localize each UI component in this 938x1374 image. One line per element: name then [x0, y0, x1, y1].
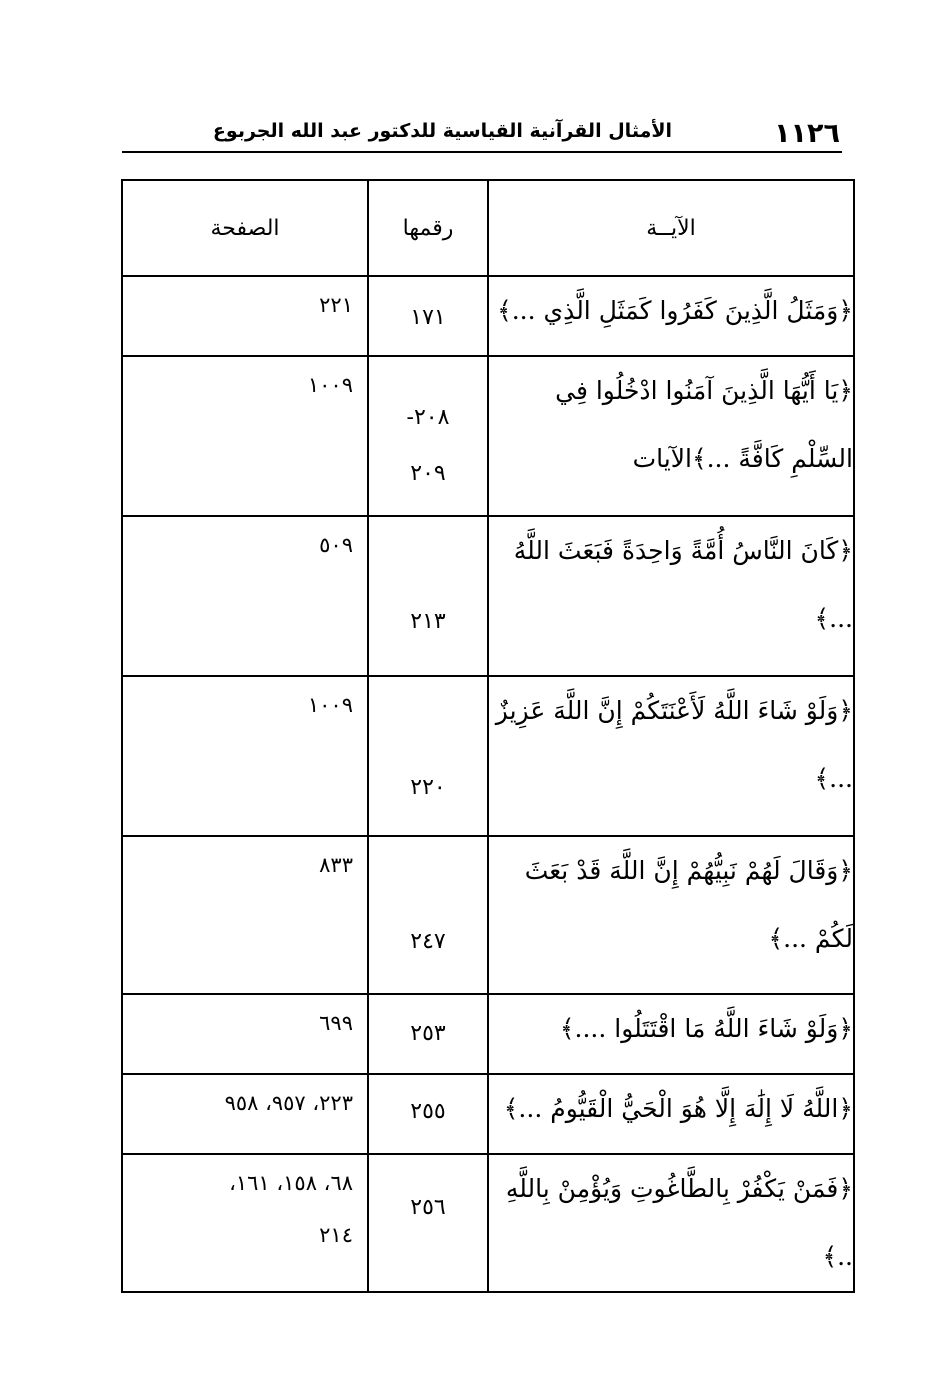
page-cell — [122, 676, 368, 836]
verse-number-cell — [368, 1074, 488, 1154]
ayah-cell: ﴿وَمَثَلُ الَّذِينَ كَفَرُوا كَمَثَلِ الَّذِي ...﴾ — [488, 276, 854, 356]
ayah-cell: ﴿وَلَوْ شَاءَ اللَّهُ مَا اقْتَتَلُوا ....﴾ — [488, 994, 854, 1074]
verse-number: ٢٠٨- — [406, 405, 450, 430]
ayah-cell: ﴿كَانَ النَّاسُ أُمَّةً وَاحِدَةً فَبَعَثَ اللَّهُ ...﴾ — [488, 516, 854, 676]
table-row — [122, 1154, 854, 1292]
verse-number-cell — [368, 836, 488, 994]
page-header — [122, 118, 840, 152]
ayah-cell: ﴿اللَّهُ لَا إِلَٰهَ إِلَّا هُوَ الْحَيُّ الْقَيُّومُ ...﴾ — [488, 1074, 854, 1154]
page-cell — [122, 1154, 368, 1292]
page-cell — [122, 516, 368, 676]
verse-number-cell — [368, 516, 488, 676]
table-row — [122, 994, 854, 1074]
table-row — [122, 516, 854, 676]
verse-number-cell — [368, 1154, 488, 1292]
table-row — [122, 676, 854, 836]
table-header-row — [122, 180, 854, 276]
verse-number-cell — [368, 994, 488, 1074]
page-cell — [122, 276, 368, 356]
table-row — [122, 836, 854, 994]
page-cell — [122, 994, 368, 1074]
page-value-continued: ٢١٤ — [319, 1223, 353, 1247]
header-rule — [122, 151, 842, 153]
book-title: الأمثال القرآنية القياسية للدكتور عبد الله الجربوع — [212, 120, 672, 142]
verse-number: ٢١٣ — [410, 609, 446, 634]
ayah-cell: ﴿وَلَوْ شَاءَ اللَّهُ لَأَعْنَتَكُمْ إِنَّ اللَّهَ عَزِيزٌ ...﴾ — [488, 676, 854, 836]
page-cell — [122, 836, 368, 994]
verse-number: ٢٥٣ — [410, 1021, 446, 1046]
page-value: ٥٠٩ — [319, 533, 353, 557]
verses-index-table — [121, 179, 855, 1293]
page-value: ٦٩٩ — [319, 1011, 353, 1035]
verse-number-end: ٢٠٩ — [410, 461, 446, 486]
verse-number: ٢٤٧ — [410, 929, 446, 954]
table-row — [122, 1074, 854, 1154]
ayah-cell: ﴿فَمَنْ يَكْفُرْ بِالطَّاغُوتِ وَيُؤْمِنْ بِاللَّهِ ..﴾ — [488, 1154, 854, 1292]
column-header-number: رقمها — [368, 180, 488, 276]
verse-number: ٢٥٥ — [410, 1099, 446, 1124]
verse-number-cell — [368, 276, 488, 356]
page-value: ٦٨، ١٥٨، ١٦١، — [229, 1171, 353, 1195]
page-cell — [122, 356, 368, 516]
page-cell — [122, 1074, 368, 1154]
page-value: ٨٣٣ — [319, 853, 353, 877]
page-value: ٢٢٣، ٩٥٧، ٩٥٨ — [224, 1091, 353, 1115]
verse-number-cell — [368, 356, 488, 516]
page-value: ٢٢١ — [319, 293, 353, 317]
ayah-cell: ﴿وَقَالَ لَهُمْ نَبِيُّهُمْ إِنَّ اللَّهَ قَدْ بَعَثَ لَكُمْ ...﴾ — [488, 836, 854, 994]
table-row — [122, 276, 854, 356]
page-number: ١١٢٦ — [774, 118, 840, 149]
column-header-ayah: الآيــة — [488, 180, 854, 276]
verse-number-cell — [368, 676, 488, 836]
page-value: ١٠٠٩ — [307, 693, 353, 717]
column-header-page: الصفحة — [122, 180, 368, 276]
verse-number: ١٧١ — [410, 305, 446, 330]
table-row — [122, 356, 854, 516]
ayah-cell: ﴿يَا أَيُّهَا الَّذِينَ آمَنُوا ادْخُلُوا فِي السِّلْمِ كَافَّةً ...﴾الآيات — [488, 356, 854, 516]
page-value: ١٠٠٩ — [307, 373, 353, 397]
verse-number: ٢٥٦ — [410, 1195, 446, 1220]
verse-number: ٢٢٠ — [410, 775, 446, 800]
